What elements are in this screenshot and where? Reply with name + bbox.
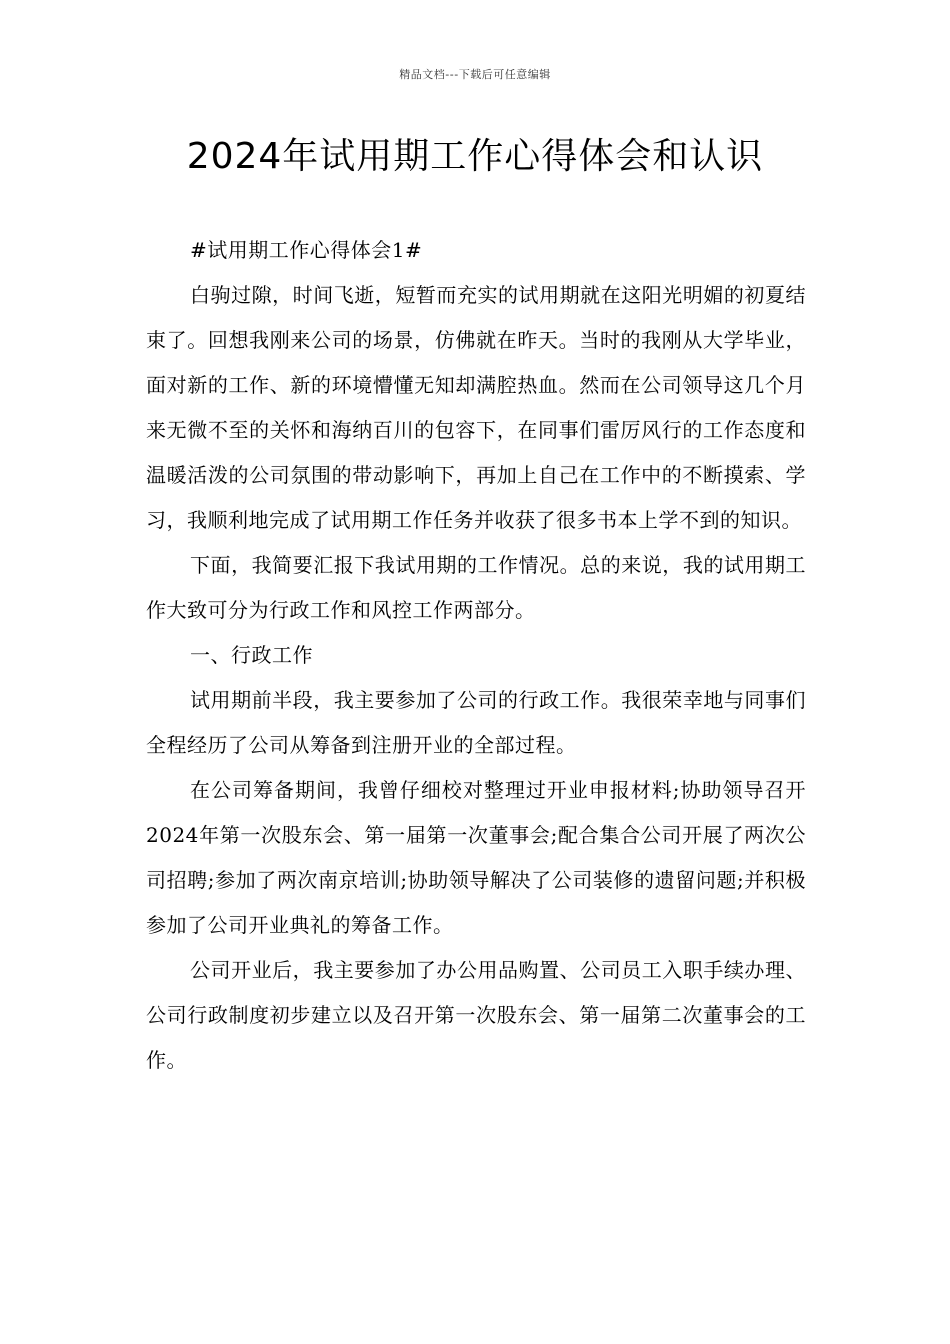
document-body bbox=[146, 228, 806, 1083]
paragraph-after-opening: 公司开业后，我主要参加了办公用品购置、公司员工入职手续办理、公司行政制度初步建立以及召开第一次股东会、第一届第二次董事会的工作。 bbox=[146, 958, 806, 1072]
section-heading-marker: #试用期工作心得体会1# bbox=[190, 238, 423, 262]
paragraph-preparation: 在公司筹备期间，我曾仔细校对整理过开业申报材料;协助领导召开2024年第一次股东会、第一届第一次董事会;配合集合公司开展了两次公司招聘;参加了两次南京培训;协助领导解决了公司装修的遗留问题;并积极参加了公司开业典礼的筹备工作。 bbox=[146, 778, 806, 937]
paragraph-admin-intro: 试用期前半段，我主要参加了公司的行政工作。我很荣幸地与同事们全程经历了公司从筹备到注册开业的全部过程。 bbox=[146, 688, 806, 757]
paragraph-intro: 白驹过隙，时间飞逝，短暂而充实的试用期就在这阳光明媚的初夏结束了。回想我刚来公司的场景，仿佛就在昨天。当时的我刚从大学毕业，面对新的工作、新的环境懵懂无知却满腔热血。然而在公司领导这几个月来无微不至的关怀和海纳百川的包容下，在同事们雷厉风行的工作态度和温暖活泼的公司氛围的带动影响下，再加上自己在工作中的不断摸索、学习，我顺利地完成了试用期工作任务并收获了很多书本上学不到的知识。 bbox=[146, 283, 806, 532]
document-title: 2024年试用期工作心得体会和认识 bbox=[186, 136, 764, 177]
header-note: 精品文档---下载后可任意编辑 bbox=[399, 68, 551, 81]
section-heading-admin: 一、行政工作 bbox=[190, 643, 313, 667]
paragraph-summary: 下面，我简要汇报下我试用期的工作情况。总的来说，我的试用期工作大致可分为行政工作和风控工作两部分。 bbox=[146, 553, 806, 622]
